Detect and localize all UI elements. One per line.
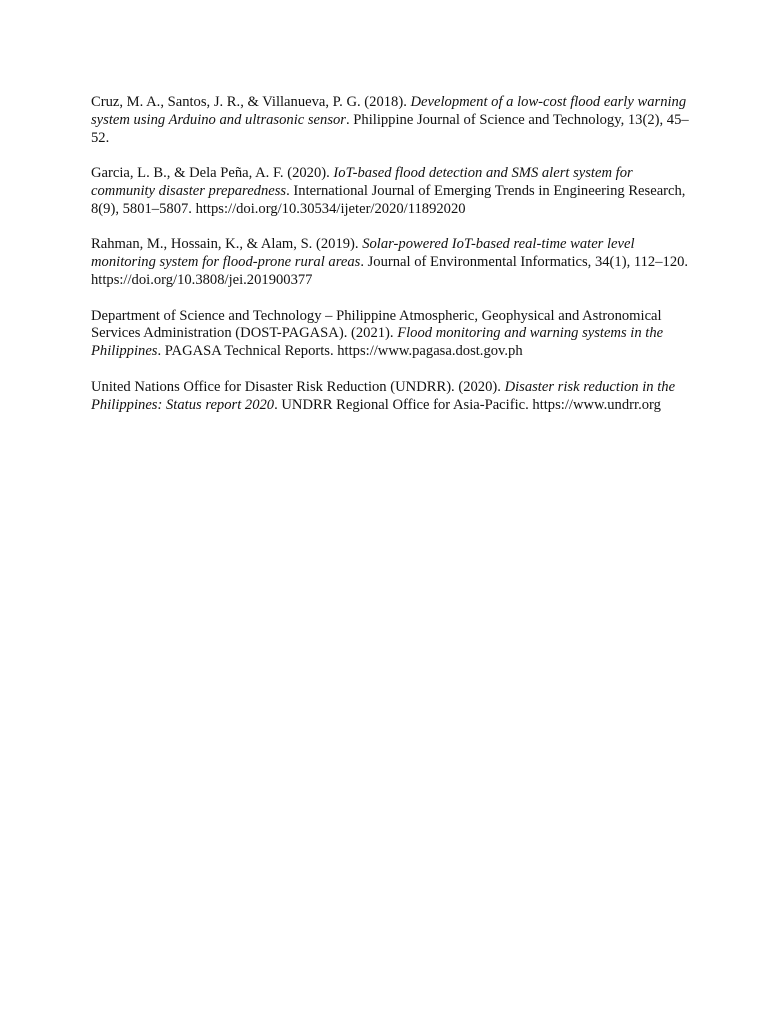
reference-authors-year: Garcia, L. B., & Dela Peña, A. F. (2020). [91, 165, 334, 182]
reference-authors-year: United Nations Office for Disaster Risk Reduction (UNDRR). (2020). [91, 378, 505, 395]
reference-source: . PAGASA Technical Reports. https://www.pagasa.dost.gov.ph [157, 343, 523, 360]
reference-authors-year: Department of Science and Technology – Philippine Atmospheric, Geophysical and Astronomical Services Administration (DOST-PAGASA). (2021). [91, 307, 662, 342]
reference-entry-rahman-2019 [91, 236, 691, 289]
reference-entry-undrr-2020 [91, 379, 691, 415]
reference-authors-year: Cruz, M. A., Santos, J. R., & Villanueva, P. G. (2018). [91, 94, 411, 110]
reference-title: Flood monitoring and warning systems in the Philippines [91, 325, 664, 360]
reference-title: Solar-powered IoT-based real-time water level monitoring system for flood-prone rural areas [91, 236, 635, 271]
reference-list [91, 94, 691, 432]
reference-source: . Philippine Journal of Science and Technology, 13(2), 45–52. [91, 111, 689, 146]
reference-title: Development of a low-cost flood early warning system using Arduino and ultrasonic sensor [91, 94, 687, 128]
reference-title: Disaster risk reduction in the Philippines: Status report 2020 [91, 378, 676, 413]
reference-entry-garcia-2020 [91, 165, 691, 218]
reference-source: . Journal of Environmental Informatics, 34(1), 112–120. https://doi.org/10.3808/jei.201900377 [91, 254, 689, 288]
reference-authors-year: Rahman, M., Hossain, K., & Alam, S. (2019). [91, 236, 363, 253]
reference-entry-cruz-2018 [91, 94, 691, 147]
reference-entry-dost-pagasa-2021 [91, 308, 691, 361]
reference-source: . UNDRR Regional Office for Asia-Pacific. https://www.undrr.org [274, 396, 661, 413]
reference-source: . International Journal of Emerging Trends in Engineering Research, 8(9), 5801–5807. https://doi.org/10.30534/ijeter/2020/11892020 [91, 182, 686, 217]
reference-title: IoT-based flood detection and SMS alert system for community disaster preparedness [91, 165, 633, 199]
